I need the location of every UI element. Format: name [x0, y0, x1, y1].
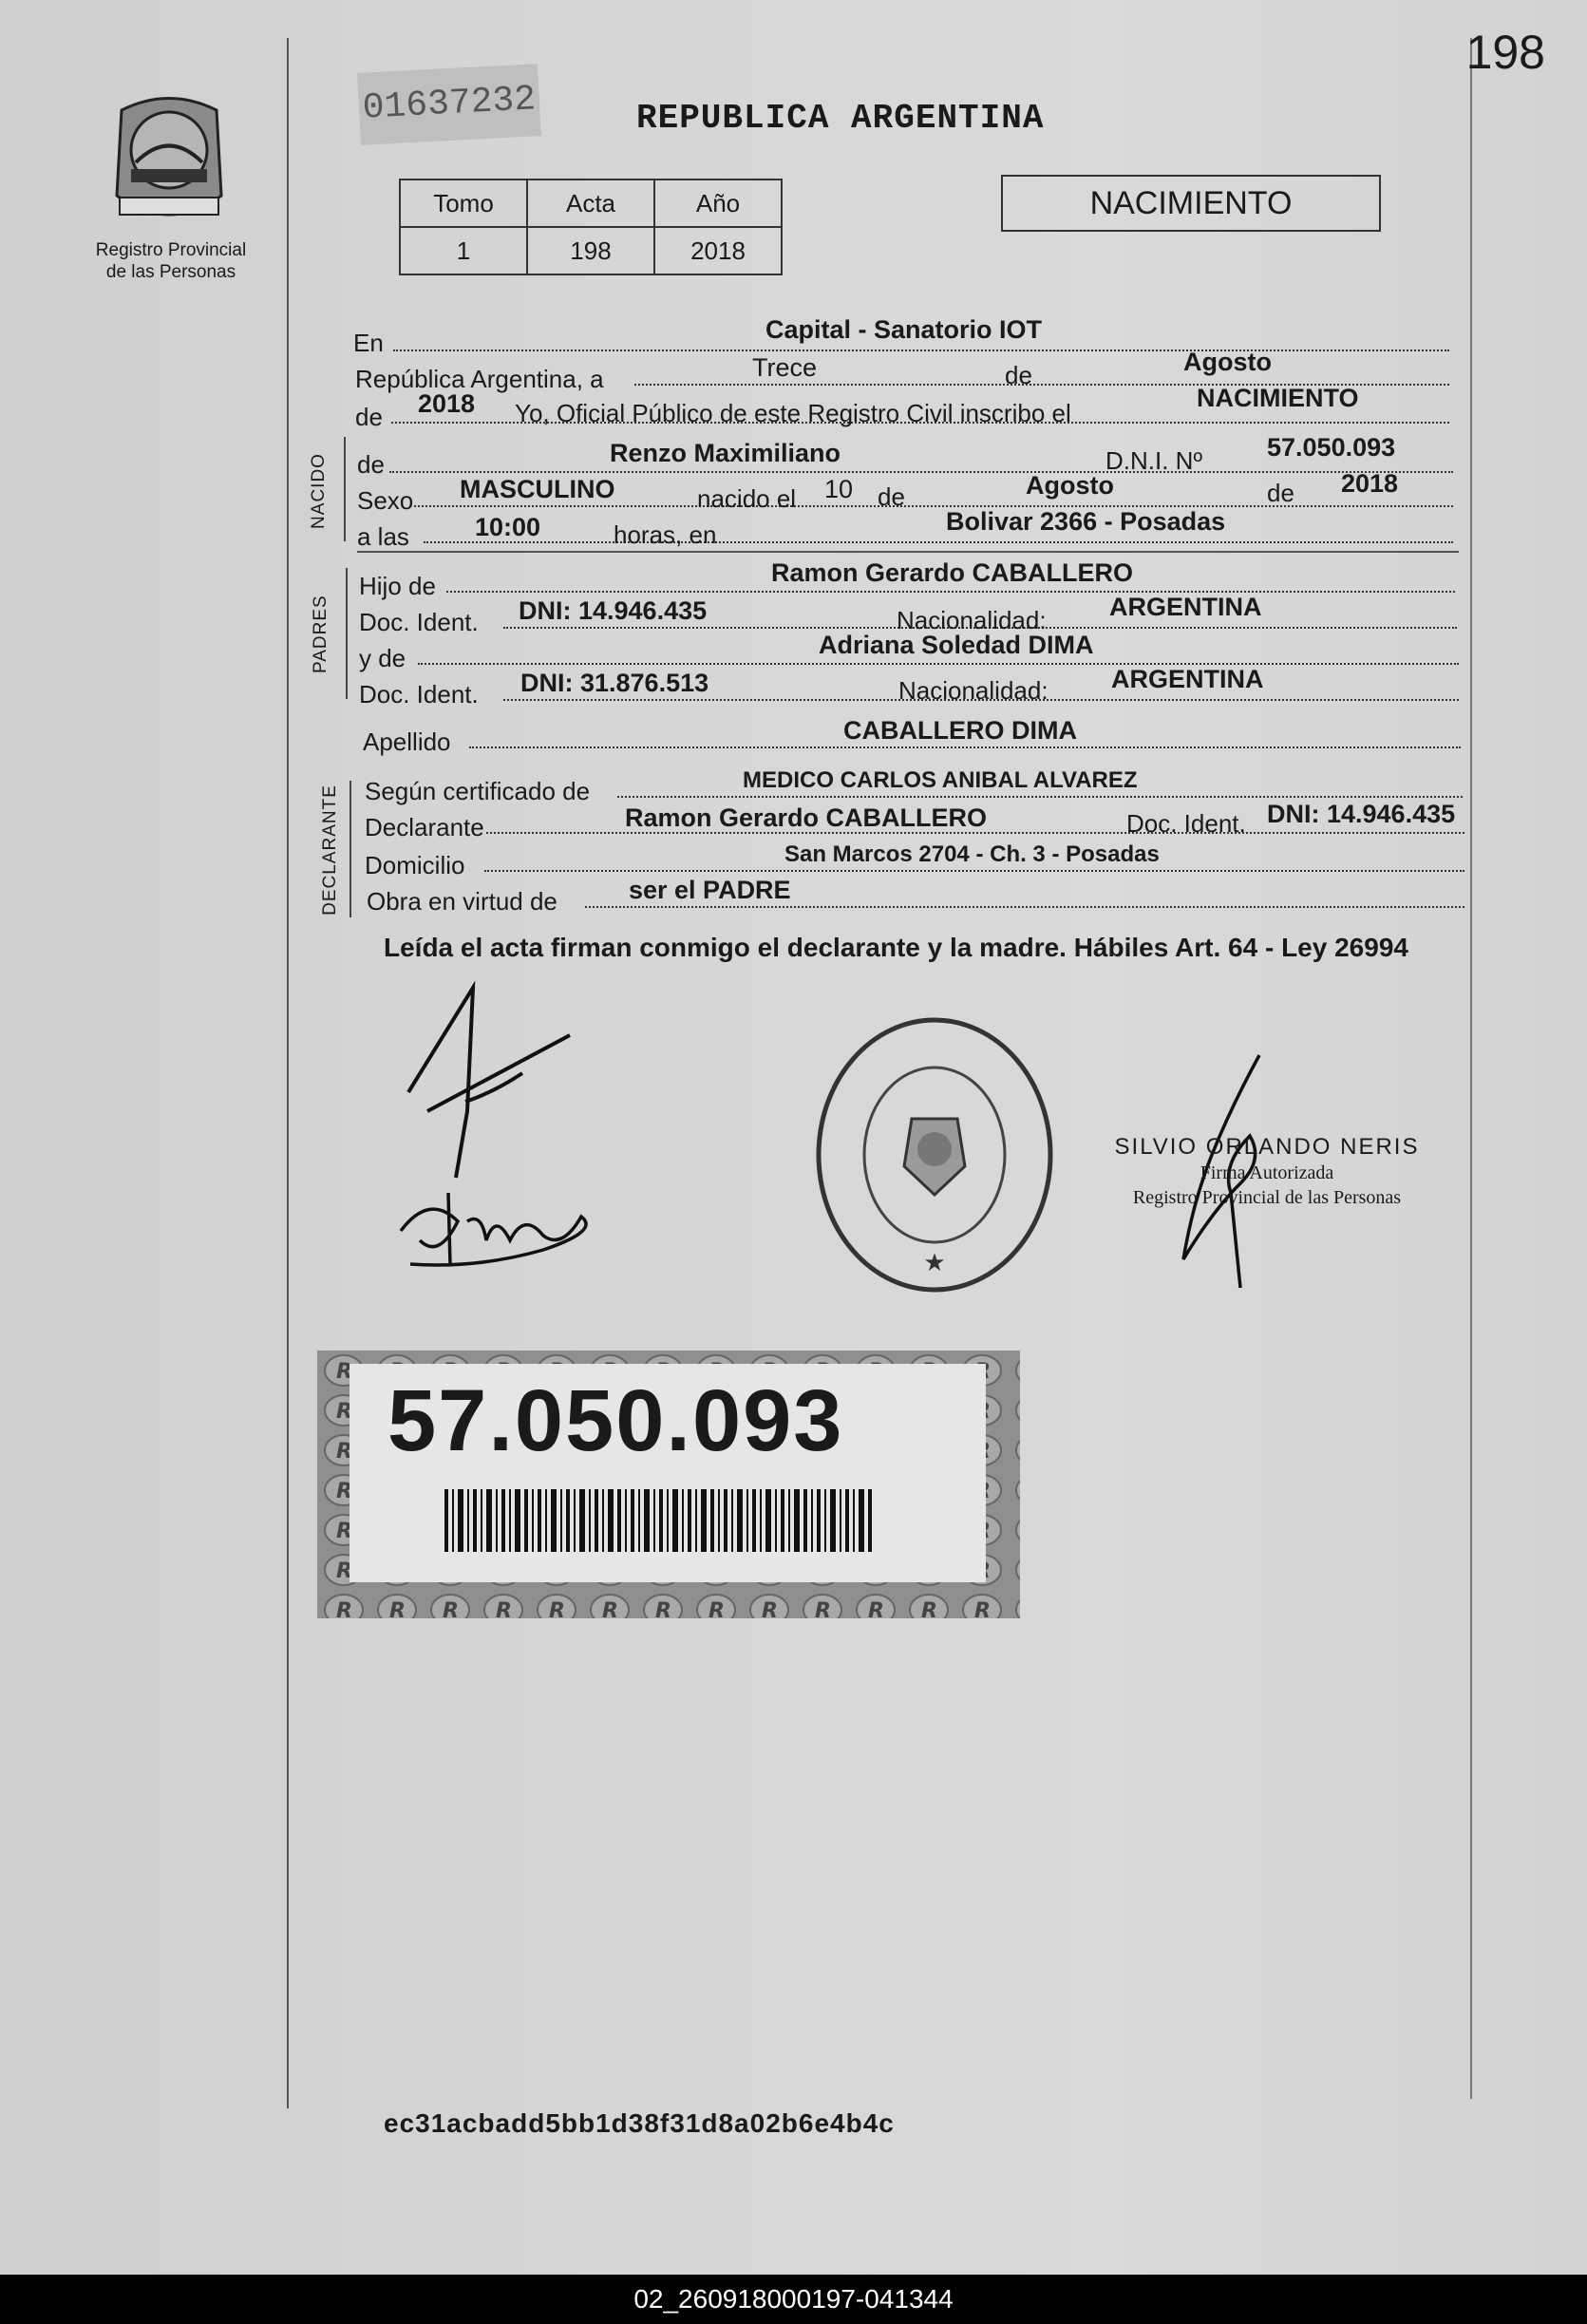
dni-label: D.N.I. Nº: [1105, 446, 1202, 475]
declarante-label: Declarante: [365, 813, 484, 841]
dotted-line: [424, 541, 1453, 543]
logo-caption: [85, 239, 256, 283]
dni-sticker-number: 57.050.093: [387, 1372, 844, 1469]
dotted-line: [469, 746, 1461, 748]
registry-value-anio: 2018: [654, 227, 782, 274]
svg-text:★: ★: [923, 1249, 946, 1277]
nacido-section-label: NACIDO: [309, 453, 329, 529]
y-de-label: y de: [359, 644, 406, 672]
nacido-section-line: [344, 437, 346, 541]
mother-name: Adriana Soledad DIMA: [819, 631, 1094, 659]
section-divider: [357, 551, 1459, 553]
year-value: 2018: [418, 389, 476, 418]
declarante-doc-label: Doc. Ident.: [1126, 809, 1246, 838]
father-nat-label: Nacionalidad:: [897, 606, 1047, 634]
child-name: Renzo Maximiliano: [610, 439, 841, 467]
domicilio-label: Domicilio: [365, 851, 465, 879]
document-title: REPUBLICA ARGENTINA: [636, 99, 1045, 138]
footer-id-bar: 02_260918000197-041344: [0, 2275, 1587, 2324]
declarant-signature-icon: [399, 969, 589, 1197]
cert-value: MEDICO CARLOS ANIBAL ALVAREZ: [743, 767, 1138, 793]
day-value: Trece: [752, 353, 818, 382]
declarante-section-line: [350, 781, 351, 917]
father-doc-label: Doc. Ident.: [359, 608, 479, 636]
nacido-de2-label: de: [878, 482, 905, 511]
birth-year: 2018: [1341, 469, 1399, 498]
dotted-line: [446, 591, 1455, 593]
de-label: de: [1005, 361, 1032, 389]
cert-label: Según certificado de: [365, 777, 591, 805]
declarante-doc: DNI: 14.946.435: [1267, 800, 1456, 828]
registry-value-acta: 198: [527, 227, 654, 274]
logo-caption-line1: Registro Provincial: [95, 240, 247, 260]
dotted-line: [414, 505, 1453, 507]
registry-table: [399, 179, 783, 275]
official-name: SILVIO ORLANDO NERIS: [1114, 1134, 1420, 1160]
child-dni: 57.050.093: [1267, 433, 1396, 462]
official-office: Registro Provincial de las Personas: [1132, 1187, 1402, 1208]
registry-header-row: [400, 179, 782, 227]
month-value: Agosto: [1183, 348, 1272, 376]
birth-time: 10:00: [475, 513, 541, 541]
logo-caption-line2: de las Personas: [105, 262, 236, 282]
inscribo-value: NACIMIENTO: [1197, 384, 1359, 412]
birth-month: Agosto: [1026, 471, 1114, 500]
closing-note: Leída el acta firman conmigo el declarante y la madre. Hábiles Art. 64 - Ley 26994: [384, 933, 1408, 962]
mother-signature-icon: [391, 1174, 610, 1278]
place-value: Capital - Sanatorio IOT: [765, 315, 1043, 344]
nacido-el-label: nacido el: [697, 484, 797, 513]
nacido-de-label: de: [357, 450, 385, 479]
registry-header-anio: Año: [654, 179, 782, 227]
father-doc: DNI: 14.946.435: [519, 596, 708, 625]
left-margin-line: [287, 38, 289, 2108]
official-role: Firma Autorizada: [1200, 1162, 1334, 1183]
registry-header-acta: Acta: [527, 179, 654, 227]
dotted-line: [484, 870, 1464, 872]
yo-text: Yo, Oficial Público de este Registro Civil inscribo el: [515, 399, 1071, 427]
dotted-line: [393, 350, 1449, 351]
birth-day: 10: [824, 475, 854, 503]
apellido-label: Apellido: [363, 727, 451, 756]
right-margin-line: [1470, 38, 1472, 2099]
apellido-value: CABALLERO DIMA: [843, 716, 1077, 745]
official-block: [1105, 1134, 1428, 1210]
declarante-section-label: DECLARANTE: [320, 784, 340, 916]
serial-number: 01637232: [357, 64, 541, 145]
father-name: Ramon Gerardo CABALLERO: [771, 558, 1134, 587]
domicilio-value: San Marcos 2704 - Ch. 3 - Posadas: [784, 841, 1160, 867]
a-las-label: a las: [357, 522, 409, 551]
mother-nat-label: Nacionalidad:: [898, 676, 1049, 705]
registry-value-row: [400, 227, 782, 274]
registry-value-tomo: 1: [400, 227, 527, 274]
republica-label: República Argentina, a: [355, 365, 604, 393]
mother-doc-label: Doc. Ident.: [359, 680, 479, 709]
padres-section-label: PADRES: [311, 595, 331, 673]
nacido-de3-label: de: [1267, 479, 1294, 507]
de2-label: de: [355, 403, 383, 431]
obra-label: Obra en virtud de: [367, 887, 557, 916]
obra-value: ser el PADRE: [629, 876, 791, 904]
birth-address: Bolivar 2366 - Posadas: [946, 507, 1226, 536]
dotted-line: [617, 796, 1463, 798]
mother-doc: DNI: 31.876.513: [520, 669, 709, 697]
official-stamp-icon: [813, 1014, 1056, 1295]
padres-section-line: [346, 568, 348, 699]
document-hash: ec31acbadd5bb1d38f31d8a02b6e4b4c: [384, 2108, 895, 2138]
registry-header-tomo: Tomo: [400, 179, 527, 227]
horas-label: horas, en: [614, 520, 717, 549]
sexo-value: MASCULINO: [460, 475, 615, 503]
en-label: En: [353, 329, 384, 357]
record-type-box: NACIMIENTO: [1001, 175, 1381, 232]
mother-nationality: ARGENTINA: [1111, 665, 1264, 693]
page-number: 198: [1465, 26, 1545, 79]
father-nationality: ARGENTINA: [1109, 593, 1262, 621]
province-seal-icon: [103, 91, 236, 234]
hijo-label: Hijo de: [359, 572, 436, 600]
dotted-line: [418, 663, 1459, 665]
dotted-line: [389, 471, 1453, 473]
sexo-label: Sexo: [357, 486, 414, 515]
declarante-name: Ramon Gerardo CABALLERO: [625, 803, 988, 832]
dotted-line: [585, 906, 1464, 908]
